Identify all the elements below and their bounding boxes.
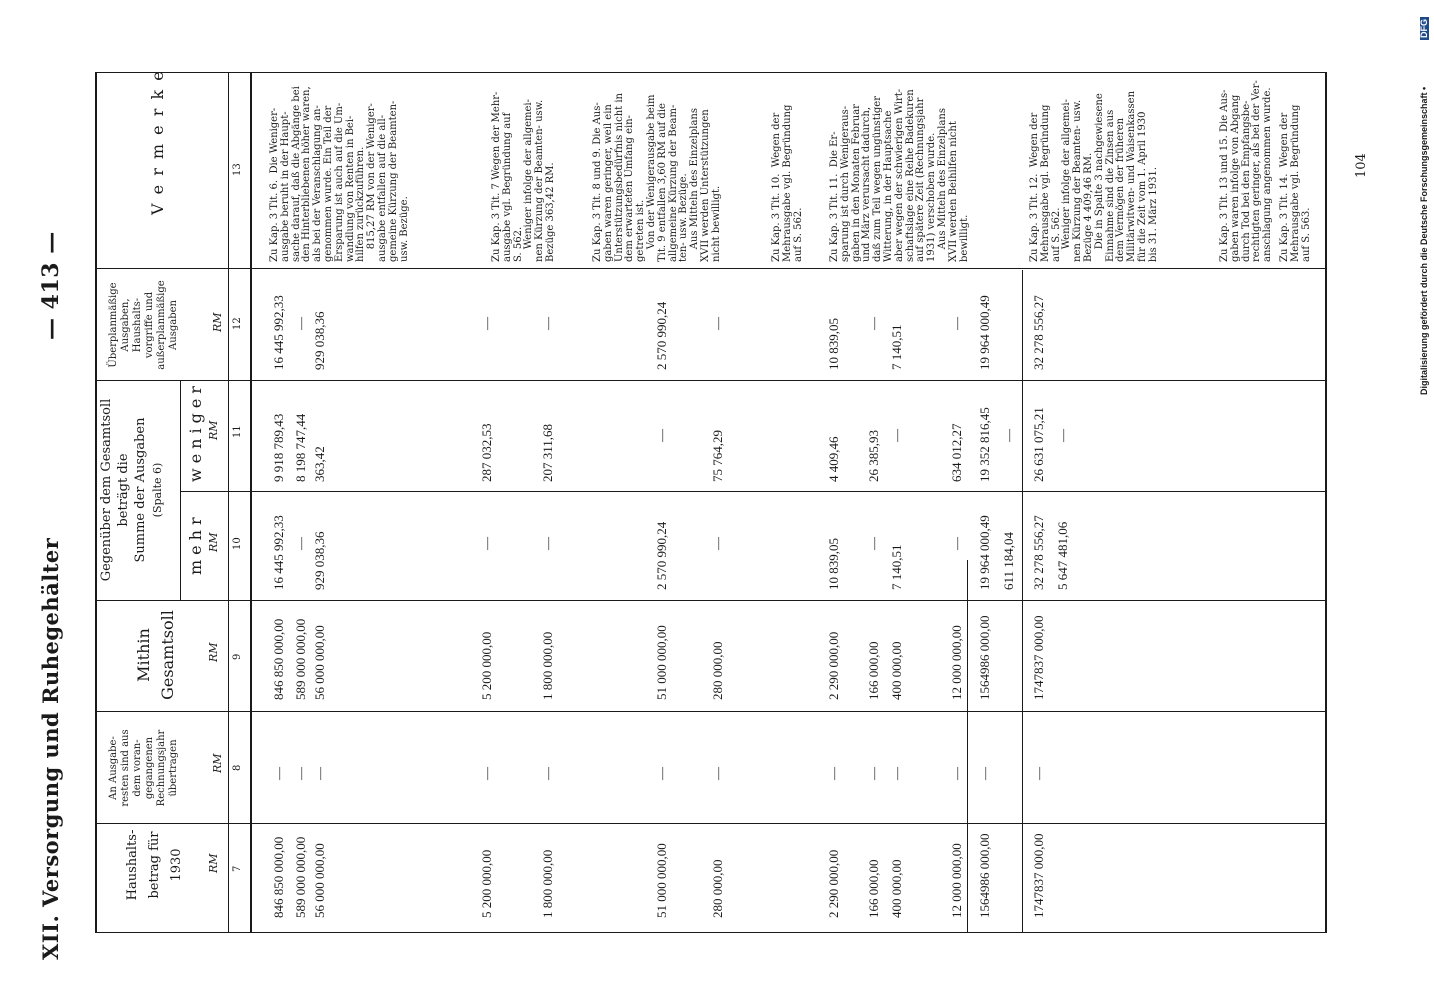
table-cell-c12: 929 038,36 bbox=[312, 311, 327, 370]
digitization-note: Digitalisierung gefördert durch die Deutsche Forschungsgemeinschaft • bbox=[1419, 86, 1429, 395]
table-bottom-rule bbox=[95, 932, 1327, 933]
table-cell-c12: 10 839,05 bbox=[826, 318, 841, 370]
subtotal-cell-c9: 1564986 000,00 bbox=[977, 615, 992, 700]
table-cell-c7: 846 850 000,00 bbox=[271, 836, 286, 918]
col9-number: 9 bbox=[232, 653, 243, 660]
table-cell-c9: 166 000,00 bbox=[866, 641, 881, 700]
dfg-logo: DFG bbox=[1419, 19, 1429, 38]
subtotal-cell-c10: 19 964 000,49 bbox=[977, 515, 992, 590]
table-cell-c12: — bbox=[949, 317, 964, 330]
table-cell-c7: 589 000 000,00 bbox=[293, 836, 308, 918]
remark-tit-8-9: Zu Kap. 3 Tit. 8 und 9. Die Aus- gaben waren geringer, weil ein Unterstützungsbedürfnis nicht in dem erwarteten Umfang ein- getreten ist. Von der Wenigerausgabe beim Tit. 9 entfallen 3,60 RM auf die allgemeine Kürzung der Beam- ten- usw. Bezüge. Aus Mitteln des Einzelplans XVII werden Unterstützungen nicht bewilligt. bbox=[592, 93, 722, 262]
folio-number: 104 bbox=[1354, 153, 1369, 178]
total-cell-c12: 32 278 556,27 bbox=[1031, 295, 1046, 370]
total-cell-c10: 32 278 556,27 bbox=[1031, 515, 1046, 590]
rule-col8-9 bbox=[95, 711, 1327, 712]
table-cell-c8: — bbox=[312, 767, 327, 780]
table-cell-c8: — bbox=[949, 767, 964, 780]
col11-unit: RM bbox=[207, 420, 220, 440]
col8-number: 8 bbox=[232, 764, 243, 771]
table-cell-c10: — bbox=[293, 537, 308, 550]
table-cell-c11: 75 764,29 bbox=[710, 430, 725, 482]
table-cell-c9: 589 000 000,00 bbox=[293, 618, 308, 700]
col12-unit: RM bbox=[211, 312, 224, 332]
header-col13: V e r m e r k e bbox=[148, 69, 167, 215]
col10-unit: RM bbox=[207, 532, 220, 552]
col7-number: 7 bbox=[232, 865, 243, 872]
table-cell-c7: 280 000,00 bbox=[710, 859, 725, 918]
subtotal-cell-c11: 19 352 816,45 bbox=[977, 407, 992, 482]
total-diff-c10: 5 647 481,06 bbox=[1055, 521, 1070, 590]
subtotal-diff-c10: 611 184,04 bbox=[1001, 531, 1016, 590]
table-cell-c10: 16 445 992,33 bbox=[271, 515, 286, 590]
header-col7: Haushalts- betrag für 1930 bbox=[125, 829, 184, 901]
table-cell-c12: — bbox=[479, 317, 494, 330]
table-cell-c12: — bbox=[866, 317, 881, 330]
table-cell-c8: — bbox=[826, 767, 841, 780]
rule-col9-10 bbox=[95, 600, 1327, 601]
page-number: — 413 — bbox=[38, 231, 64, 340]
table-cell-c12: 7 140,51 bbox=[889, 324, 904, 370]
table-cell-c10: 929 038,36 bbox=[312, 531, 327, 590]
header-col9: Mithin Gesamtsoll bbox=[134, 610, 177, 700]
table-cell-c8: — bbox=[271, 767, 286, 780]
rule-col12-13 bbox=[95, 268, 1327, 269]
table-cell-c9: 56 000 000,00 bbox=[312, 625, 327, 700]
table-cell-c7: 400 000,00 bbox=[889, 859, 904, 918]
table-cell-c10: — bbox=[540, 537, 555, 550]
header-col8: An Ausgabe- resten sind aus dem voran- gegangenen Rechnungsjahr übertragen bbox=[108, 729, 179, 807]
header-group-10-11: Gegenüber dem Gesamtsoll beträgt die Summe der Ausgaben (Spalte 6) bbox=[99, 398, 164, 582]
table-cell-c7: 5 200 000,00 bbox=[479, 849, 494, 918]
table-cell-c9: 846 850 000,00 bbox=[271, 618, 286, 700]
remark-tit-11: Zu Kap. 3 Tit. 11. Die Er- sparung ist durch Wenigeraus- gaben in den Monaten Februar und März verursacht dadurch, daß zum Teil wegen ungünstiger Witterung, in der Hauptsache aber wegen der schwierigen Wirt- schaftslage eine Reihe Badekuren auf spätere Zeit (Rechnungsjahr 1931) verschoben wurde. Aus Mitteln des Einzelplans XVII werden Beihilfen nicht bewilligt. bbox=[829, 88, 970, 262]
table-cell-c12: — bbox=[710, 317, 725, 330]
total-cell-c7: 1747837 000,00 bbox=[1031, 833, 1046, 918]
table-cell-c12: 2 570 990,24 bbox=[654, 301, 669, 370]
table-cell-c9: 2 290 000,00 bbox=[826, 631, 841, 700]
rule-col7-8 bbox=[95, 823, 1327, 824]
table-cell-c9: 400 000,00 bbox=[889, 641, 904, 700]
table-cell-c11: 287 032,53 bbox=[479, 423, 494, 482]
table-cell-c11: 634 012,27 bbox=[949, 423, 964, 482]
table-cell-c10: 2 570 990,24 bbox=[654, 521, 669, 590]
table-cell-c11: 4 409,46 bbox=[826, 436, 841, 482]
table-cell-c10: 10 839,05 bbox=[826, 538, 841, 590]
col11-number: 11 bbox=[232, 425, 243, 438]
table-cell-c12: 16 445 992,33 bbox=[271, 295, 286, 370]
remark-tit-13-15: Zu Kap. 3 Tit. 13 und 15. Die Aus- gaben waren infolge von Abgang durch Tod bei den Empfangsbe- rechtigten geringer, als bei der Ver- anschlagung angenommen wurde. bbox=[1219, 80, 1274, 262]
header-col11: weniger bbox=[186, 381, 205, 482]
remark-tit-10: Zu Kap. 3 Tit. 10. Wegen der Mehrausgabe vgl. Begründung auf S. 562. bbox=[771, 104, 804, 262]
col8-unit: RM bbox=[211, 753, 224, 773]
subtotal-cell-c8: — bbox=[977, 767, 992, 780]
total-rule bbox=[1022, 270, 1023, 932]
table-cell-c12: — bbox=[540, 317, 555, 330]
rule-col11-12 bbox=[95, 380, 1327, 381]
remark-tit-6: Zu Kap. 3 Tit. 6. Die Weniger- ausgabe beruht in der Haupt- sache darauf, daß die Abgänge bei den Hinterbliebenen höher waren, als bei der Veranschlagung an- genommen wurde. Ein Teil der Ersparung ist auch auf die Um- wandlung von Renten in Bei- hilfen zurückzuführen. 815,27 RM von der Weniger- ausgabe entfallen auf die all- gemeine Kürzung der Beamten- usw. Bezüge. bbox=[269, 86, 410, 262]
table-cell-c10: — bbox=[479, 537, 494, 550]
rule-col10-11 bbox=[180, 491, 1327, 492]
subtotal-cell-c12: 19 964 000,49 bbox=[977, 295, 992, 370]
total-cell-c11: 26 631 075,21 bbox=[1031, 407, 1046, 482]
table-cell-c8: — bbox=[540, 767, 555, 780]
table-cell-c7: 12 000 000,00 bbox=[949, 843, 964, 918]
total-cell-c8: — bbox=[1031, 767, 1046, 780]
table-cell-c11: 9 918 789,43 bbox=[271, 413, 286, 482]
table-cell-c7: 51 000 000,00 bbox=[654, 843, 669, 918]
table-cell-c10: — bbox=[710, 537, 725, 550]
col9-unit: RM bbox=[207, 642, 220, 662]
subtotal-diff-c11: — bbox=[1001, 429, 1016, 442]
table-cell-c12: — bbox=[293, 317, 308, 330]
header-col12: Überplanmäßige Ausgaben, Haushalts- vorgriffe und außerplanmäßige Ausgaben bbox=[108, 280, 179, 370]
table-cell-c9: 280 000,00 bbox=[710, 641, 725, 700]
total-diff-c11: — bbox=[1055, 429, 1070, 442]
col10-number: 10 bbox=[232, 537, 243, 550]
total-cell-c9: 1747837 000,00 bbox=[1031, 615, 1046, 700]
table-cell-c11: 8 198 747,44 bbox=[293, 413, 308, 482]
table-cell-c9: 5 200 000,00 bbox=[479, 631, 494, 700]
table-cell-c10: — bbox=[866, 537, 881, 550]
header-col10: mehr bbox=[186, 512, 205, 575]
table-cell-c10: — bbox=[949, 537, 964, 550]
table-outer-rule bbox=[95, 72, 97, 932]
rule-group-header bbox=[180, 380, 181, 601]
table-inner-rule bbox=[1325, 72, 1327, 932]
table-cell-c8: — bbox=[889, 767, 904, 780]
col12-number: 12 bbox=[232, 317, 243, 330]
table-cell-c11: — bbox=[654, 429, 669, 442]
table-cell-c8: — bbox=[866, 767, 881, 780]
table-cell-c9: 1 800 000,00 bbox=[540, 631, 555, 700]
remark-tit-7: Zu Kap. 3 Tit. 7 Wegen der Mehr- ausgabe vgl. Begründung auf S. 562. Weniger infolge der allgemei- nen Kürzung der Beamten- usw. Bezüge 363,42 RM. bbox=[491, 91, 556, 262]
table-cell-c7: 2 290 000,00 bbox=[826, 849, 841, 918]
table-cell-c7: 1 800 000,00 bbox=[540, 849, 555, 918]
col7-unit: RM bbox=[207, 853, 220, 873]
subtotal-rule bbox=[967, 560, 968, 932]
table-cell-c9: 12 000 000,00 bbox=[949, 625, 964, 700]
table-cell-c8: — bbox=[479, 767, 494, 780]
table-cell-c7: 166 000,00 bbox=[866, 859, 881, 918]
table-cell-c10: 7 140,51 bbox=[889, 544, 904, 590]
table-cell-c8: — bbox=[293, 767, 308, 780]
remark-tit-12: Zu Kap. 3 Tit. 12. Wegen der Mehrausgabe vgl. Begründung auf S. 562. Weniger infolge der allgemei- nen Kürzung der Beamten- usw. Bezüge 4 409,46 RM. Die in Spalte 3 nachgewiesene Einnahme sind die Zinsen aus dem Vermögen der früheren Militärwitwen- und Waisenkassen für die Zeit vom 1. April 1930 bis 31. März 1931. bbox=[1029, 90, 1159, 262]
header-body-rule bbox=[250, 72, 252, 932]
column-number-rule bbox=[228, 72, 229, 932]
table-cell-c11: 207 311,68 bbox=[540, 423, 555, 482]
subtotal-cell-c7: 1564986 000,00 bbox=[977, 833, 992, 918]
table-cell-c8: — bbox=[710, 767, 725, 780]
table-top-rule bbox=[95, 72, 1327, 73]
section-title: XII. Versorgung und Ruhegehälter bbox=[38, 537, 63, 960]
table-cell-c7: 56 000 000,00 bbox=[312, 843, 327, 918]
remark-tit-14: Zu Kap. 3 Tit. 14. Wegen der Mehrausgabe vgl. Begründung auf S. 563. bbox=[1279, 104, 1312, 262]
table-cell-c9: 51 000 000,00 bbox=[654, 625, 669, 700]
table-cell-c11: 363,42 bbox=[312, 446, 327, 482]
col13-number: 13 bbox=[232, 163, 243, 176]
table-cell-c8: — bbox=[654, 767, 669, 780]
table-cell-c11: — bbox=[889, 429, 904, 442]
table-cell-c11: 26 385,93 bbox=[866, 430, 881, 482]
